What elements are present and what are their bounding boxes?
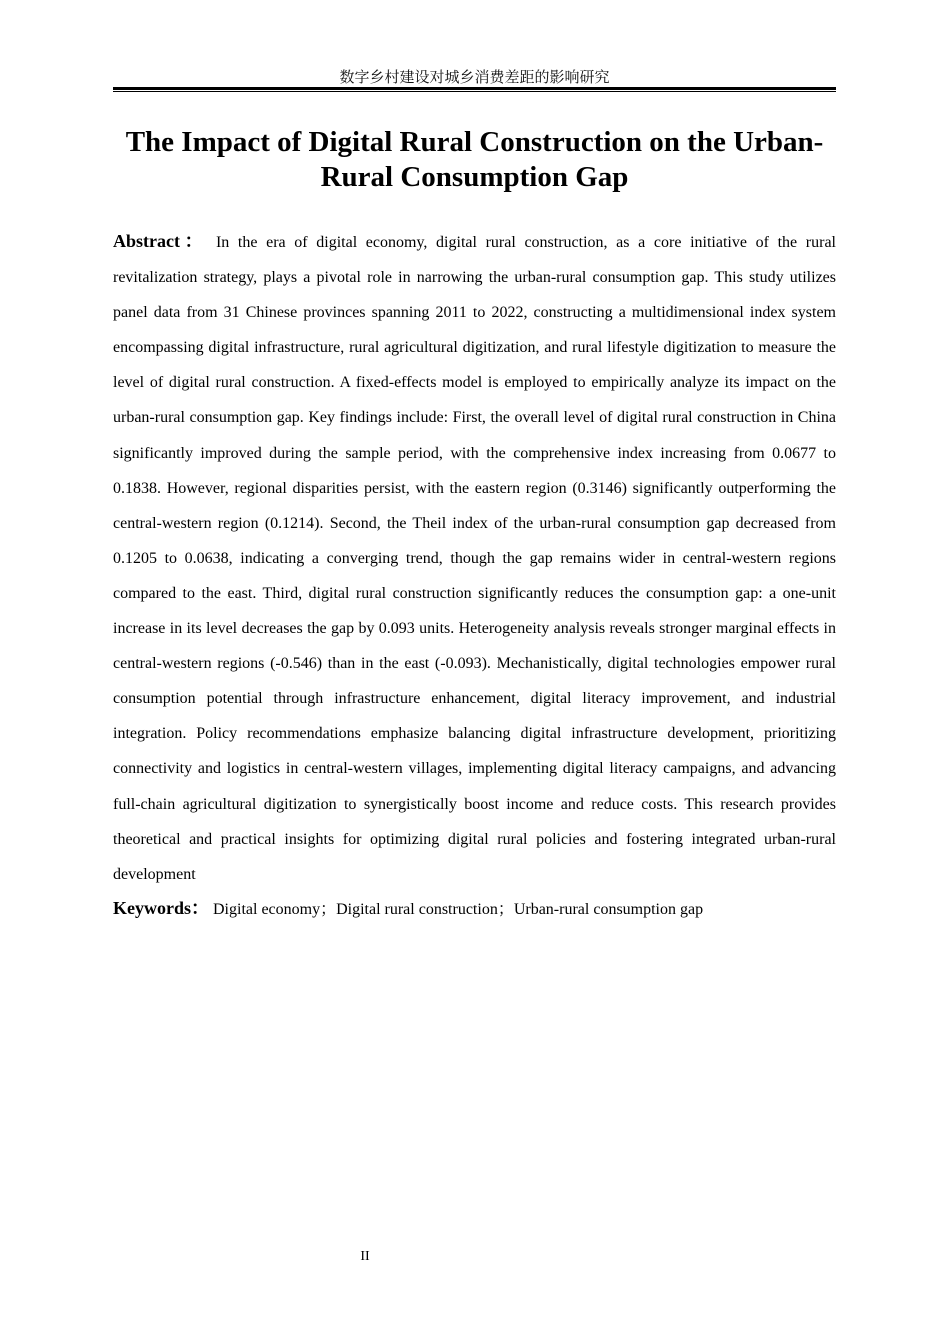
keywords-label: Keywords： — [113, 898, 209, 918]
keywords-line — [113, 893, 836, 925]
paper-title: The Impact of Digital Rural Construction on the Urban-Rural Consumption Gap — [125, 126, 824, 193]
running-header: 数字乡村建设对城乡消费差距的影响研究 — [339, 68, 610, 86]
keywords-text: Digital economy；Digital rural construction；Urban-rural consumption gap — [213, 901, 704, 918]
page-number: II — [360, 1249, 370, 1264]
abstract-text: In the era of digital economy, digital rural construction, as a core initiative of the rural revitalization strategy, plays a pivotal role in narrowing the urban-rural consumption gap. This study utilizes panel data from 31 Chinese provinces spanning 2011 to 2022, constructing a multidimensional index system encompassing digital infrastructure, rural agricultural digitization, and rural lifestyle digitization to measure the level of digital rural construction. A fixed-effects model is employed to empirically analyze its impact on the urban-rural consumption gap. Key findings include: First, the overall level of digital rural construction in China significantly improved during the sample period, with the comprehensive index increasing from 0.0677 to 0.1838. However, regional disparities persist, with the eastern region (0.3146) significantly outperforming the central-western region (0.1214). Second, the Theil index of the urban-rural consumption gap decreased from 0.1205 to 0.0638, indicating a converging trend, though the gap remains wider in central-western regions compared to the east. Third, digital rural construction significantly reduces the consumption gap: a one-unit increase in its level decreases the gap by 0.093 units. Heterogeneity analysis reveals stronger marginal effects in central-western regions (-0.546) than in the east (-0.093). Mechanistically, digital technologies empower rural consumption potential through infrastructure enhancement, digital literacy improvement, and industrial integration. Policy recommendations emphasize balancing digital infrastructure development, prioritizing connectivity and logistics in central-western villages, implementing digital literacy campaigns, and advancing full-chain agricultural digitization to synergistically boost income and reduce costs. This research provides theoretical and practical insights for optimizing digital rural policies and fostering integrated urban-rural development — [113, 234, 836, 883]
abstract-paragraph — [113, 224, 836, 892]
header-rule — [113, 87, 836, 92]
abstract-label: Abstract： — [113, 231, 208, 251]
